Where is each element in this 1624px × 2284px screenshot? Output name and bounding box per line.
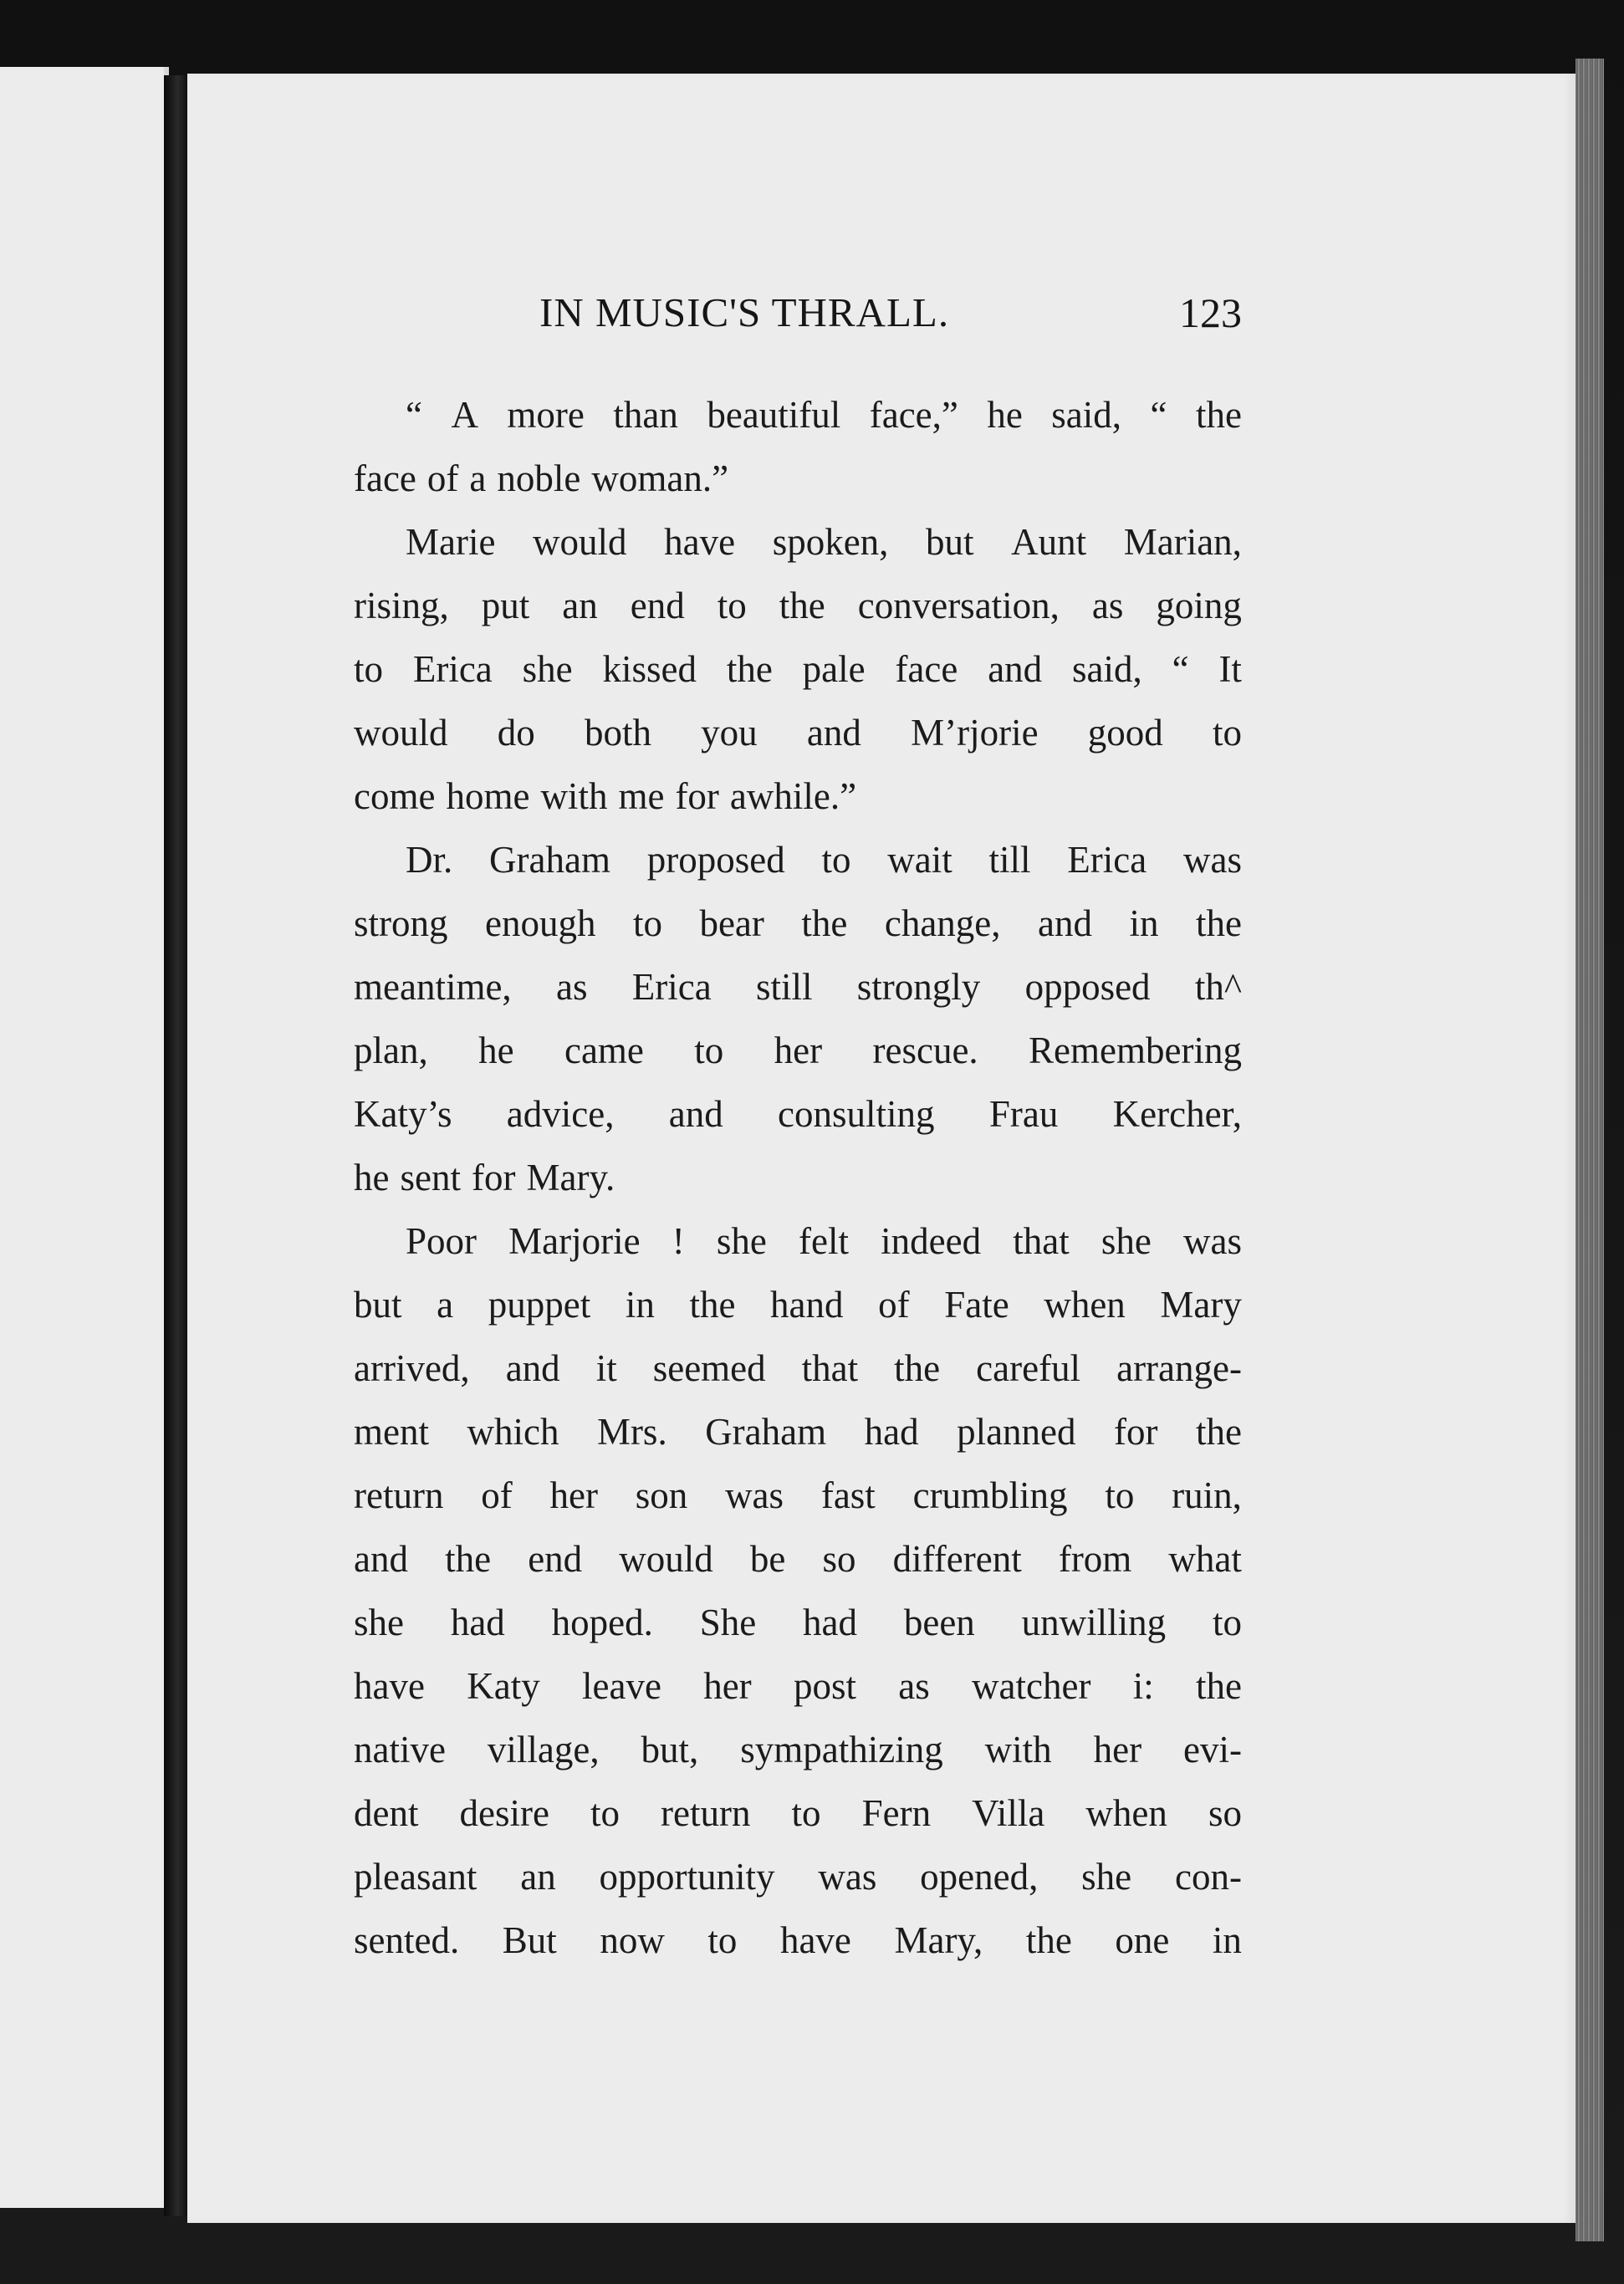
text-word: put xyxy=(481,585,530,626)
text-word: that xyxy=(801,1347,859,1389)
text-word: Kercher, xyxy=(1112,1093,1242,1135)
text-word: Fern xyxy=(861,1792,932,1834)
text-word: felt xyxy=(799,1220,849,1262)
text-word: and xyxy=(354,1538,408,1580)
text-word: was xyxy=(725,1474,784,1516)
running-head-title: IN MUSIC'S THRALL. xyxy=(539,289,950,335)
text-word: a xyxy=(469,457,487,499)
text-word: “ xyxy=(406,394,422,436)
text-word: awhile.” xyxy=(729,775,857,817)
text-word: both xyxy=(584,712,651,754)
text-word: But xyxy=(502,1919,557,1961)
text-word: would xyxy=(533,521,627,563)
text-word: so xyxy=(1208,1792,1242,1834)
text-word: it xyxy=(595,1347,617,1389)
text-word: in xyxy=(625,1284,655,1326)
text-word: rescue. xyxy=(872,1030,978,1071)
text-word: and xyxy=(988,648,1043,690)
text-line xyxy=(354,1019,1242,1082)
text-word: strongly xyxy=(856,966,981,1008)
text-word: to xyxy=(1212,712,1242,754)
text-line xyxy=(354,1273,1242,1336)
text-word: indeed xyxy=(881,1220,982,1262)
text-word: unwilling xyxy=(1021,1602,1167,1643)
text-word: woman.” xyxy=(591,457,729,499)
text-word: Villa xyxy=(972,1792,1045,1834)
text-line xyxy=(354,1781,1242,1845)
text-word: A xyxy=(451,394,478,436)
text-word: evi- xyxy=(1183,1729,1242,1770)
text-word: Poor xyxy=(406,1220,477,1262)
text-word: to xyxy=(354,648,384,690)
text-word: enough xyxy=(484,902,596,944)
text-word: rising, xyxy=(354,585,449,626)
text-word: and xyxy=(1038,902,1092,944)
text-word: she xyxy=(1081,1856,1132,1898)
text-word: been xyxy=(903,1602,975,1643)
text-word: was xyxy=(1182,1220,1242,1262)
text-word: the xyxy=(689,1284,736,1326)
text-word: as xyxy=(898,1665,930,1707)
text-word: and xyxy=(668,1093,723,1135)
text-word: sented. xyxy=(354,1919,460,1961)
text-word: “ xyxy=(1172,648,1189,690)
text-word: pleasant xyxy=(354,1856,477,1898)
text-word: Graham xyxy=(489,839,610,881)
text-word: home xyxy=(446,775,530,817)
text-word: she xyxy=(716,1220,767,1262)
text-word: watcher xyxy=(972,1665,1091,1707)
text-word: an xyxy=(520,1856,556,1898)
text-word: be xyxy=(749,1538,786,1580)
text-word: desire xyxy=(459,1792,549,1834)
text-word: had xyxy=(803,1602,858,1643)
text-word: came xyxy=(564,1030,644,1071)
text-word: Katy xyxy=(467,1665,540,1707)
text-line xyxy=(354,1845,1242,1908)
text-word: as xyxy=(1091,585,1124,626)
text-word: face xyxy=(895,648,958,690)
text-line xyxy=(354,1464,1242,1527)
text-word: spoken, xyxy=(772,521,889,563)
text-word: have xyxy=(779,1919,851,1961)
text-word: opposed xyxy=(1024,966,1151,1008)
text-word: arrived, xyxy=(354,1347,470,1389)
text-word: he xyxy=(354,1157,390,1198)
text-word: change, xyxy=(884,902,1001,944)
text-word: Mary, xyxy=(894,1919,983,1961)
text-word: opened, xyxy=(920,1856,1039,1898)
text-word: from xyxy=(1058,1538,1132,1580)
text-word: to xyxy=(821,839,851,881)
text-word: kissed xyxy=(602,648,697,690)
text-word: for xyxy=(675,775,719,817)
text-word: of xyxy=(878,1284,910,1326)
text-word: was xyxy=(1182,839,1242,881)
text-line xyxy=(354,383,1242,447)
text-word: and xyxy=(505,1347,560,1389)
text-word: ment xyxy=(354,1411,429,1453)
text-word: would xyxy=(619,1538,713,1580)
text-word: ! xyxy=(672,1220,685,1262)
text-word: good xyxy=(1087,712,1163,754)
text-word: to xyxy=(707,1919,738,1961)
text-word: advice, xyxy=(506,1093,615,1135)
text-word: one xyxy=(1115,1919,1170,1961)
text-word: Frau xyxy=(988,1093,1059,1135)
text-word: with xyxy=(984,1729,1052,1770)
text-word: in xyxy=(1129,902,1159,944)
text-word: Katy’s xyxy=(354,1093,452,1135)
text-word: leave xyxy=(582,1665,661,1707)
text-word: for xyxy=(471,1157,516,1198)
text-word: face xyxy=(354,457,416,499)
text-word: her xyxy=(703,1665,752,1707)
text-word: end xyxy=(630,585,685,626)
text-line xyxy=(354,764,1242,828)
text-word: Marjorie xyxy=(508,1220,641,1262)
text-word: consulting xyxy=(778,1093,935,1135)
text-word: said, xyxy=(1072,648,1142,690)
text-word: It xyxy=(1218,648,1242,690)
text-line xyxy=(354,828,1242,892)
text-word: to xyxy=(632,902,662,944)
text-word: had xyxy=(450,1602,505,1643)
text-word: have xyxy=(664,521,736,563)
body-text xyxy=(354,383,1242,1972)
text-line xyxy=(354,574,1242,637)
text-word: strong xyxy=(354,902,448,944)
text-word: Dr. xyxy=(406,839,453,881)
text-word: wait xyxy=(887,839,952,881)
text-word: the xyxy=(1195,902,1242,944)
text-word: She xyxy=(699,1602,757,1643)
text-word: the xyxy=(1195,394,1242,436)
text-word: to xyxy=(791,1792,821,1834)
text-word: pale xyxy=(802,648,866,690)
text-word: going xyxy=(1156,585,1242,626)
text-word: native xyxy=(354,1729,446,1770)
page-stack-edge xyxy=(1575,59,1604,2241)
text-word: return xyxy=(661,1792,751,1834)
text-word: do xyxy=(497,712,535,754)
text-word: Aunt xyxy=(1011,521,1087,563)
text-line xyxy=(354,1718,1242,1781)
text-word: opportunity xyxy=(599,1856,775,1898)
text-line xyxy=(354,1527,1242,1591)
text-word: which xyxy=(467,1411,559,1453)
text-word: Graham xyxy=(705,1411,827,1453)
text-word: the xyxy=(726,648,773,690)
text-word: Mrs. xyxy=(596,1411,667,1453)
text-word: face,” xyxy=(869,394,958,436)
text-word: Marian, xyxy=(1123,521,1242,563)
text-word: return xyxy=(354,1474,444,1516)
text-line xyxy=(354,892,1242,955)
text-word: to xyxy=(590,1792,620,1834)
text-word: he xyxy=(478,1030,514,1071)
text-word: her xyxy=(549,1474,598,1516)
text-word: come xyxy=(354,775,436,817)
text-word: had xyxy=(864,1411,919,1453)
text-word: for xyxy=(1114,1411,1158,1453)
text-word: still xyxy=(755,966,813,1008)
text-word: i: xyxy=(1132,1665,1154,1707)
text-word: to xyxy=(717,585,747,626)
text-word: fast xyxy=(820,1474,876,1516)
text-word: of xyxy=(481,1474,513,1516)
text-word: but, xyxy=(641,1729,699,1770)
text-word: plan, xyxy=(354,1030,428,1071)
text-word: hoped. xyxy=(551,1602,653,1643)
text-line xyxy=(354,1654,1242,1718)
text-word: proposed xyxy=(646,839,785,881)
text-word: conversation, xyxy=(857,585,1060,626)
text-word: of xyxy=(426,457,459,499)
text-word: the xyxy=(1195,1411,1242,1453)
text-word: the xyxy=(445,1538,492,1580)
text-word: more xyxy=(507,394,585,436)
text-word: th^ xyxy=(1194,966,1242,1008)
text-word: she xyxy=(1101,1220,1152,1262)
text-word: said, xyxy=(1051,394,1122,436)
text-word: when xyxy=(1044,1284,1126,1326)
text-word: con- xyxy=(1174,1856,1242,1898)
text-word: the xyxy=(779,585,825,626)
text-word: would xyxy=(354,712,448,754)
running-head xyxy=(351,289,1242,355)
text-word: with xyxy=(540,775,608,817)
text-word: beautiful xyxy=(707,394,841,436)
text-word: but xyxy=(354,1284,402,1326)
text-word: bear xyxy=(699,902,764,944)
text-word: Marie xyxy=(406,521,496,563)
text-line xyxy=(354,1400,1242,1464)
text-word: sympathizing xyxy=(740,1729,943,1770)
text-line xyxy=(354,955,1242,1019)
book-gutter xyxy=(164,75,187,2216)
text-word: puppet xyxy=(488,1284,591,1326)
text-word: Erica xyxy=(631,966,712,1008)
text-word: sent xyxy=(400,1157,461,1198)
text-word: end xyxy=(528,1538,583,1580)
text-word: M’rjorie xyxy=(911,712,1039,754)
text-word: the xyxy=(894,1347,941,1389)
text-word: planned xyxy=(957,1411,1076,1453)
text-word: arrange- xyxy=(1116,1347,1242,1389)
text-word: son xyxy=(635,1474,688,1516)
text-word: to xyxy=(694,1030,724,1071)
text-line xyxy=(354,1082,1242,1146)
text-word: till xyxy=(988,839,1031,881)
text-word: what xyxy=(1168,1538,1242,1580)
text-word: Fate xyxy=(944,1284,1009,1326)
text-line xyxy=(354,1209,1242,1273)
text-word: Erica xyxy=(412,648,493,690)
text-word: an xyxy=(562,585,598,626)
text-word: have xyxy=(354,1665,425,1707)
text-word: and xyxy=(806,712,861,754)
text-word: a xyxy=(437,1284,454,1326)
text-word: Remembering xyxy=(1029,1030,1242,1071)
facing-page-edge xyxy=(0,67,169,2208)
text-word: Mary xyxy=(1160,1284,1242,1326)
text-word: the xyxy=(1196,1665,1242,1707)
text-word: as xyxy=(555,966,588,1008)
text-word: when xyxy=(1085,1792,1167,1834)
text-word: careful xyxy=(976,1347,1081,1389)
text-word: ruin, xyxy=(1172,1474,1242,1516)
text-word: the xyxy=(801,902,848,944)
text-word: Mary. xyxy=(526,1157,615,1198)
text-line xyxy=(354,1908,1242,1972)
text-line xyxy=(354,447,1242,510)
text-word: the xyxy=(1025,1919,1072,1961)
text-line xyxy=(354,1591,1242,1654)
text-word: now xyxy=(600,1919,665,1961)
text-word: post xyxy=(793,1665,856,1707)
text-line xyxy=(354,701,1242,764)
text-word: Erica xyxy=(1067,839,1147,881)
page-number: 123 xyxy=(1179,289,1242,336)
text-line xyxy=(354,1336,1242,1400)
text-word: her xyxy=(1093,1729,1142,1770)
text-word: noble xyxy=(497,457,581,499)
text-word: meantime, xyxy=(354,966,512,1008)
text-word: you xyxy=(701,712,758,754)
text-word: but xyxy=(926,521,974,563)
text-word: so xyxy=(822,1538,856,1580)
text-word: her xyxy=(774,1030,823,1071)
text-word: dent xyxy=(354,1792,419,1834)
text-word: to xyxy=(1105,1474,1135,1516)
text-word: different xyxy=(892,1538,1022,1580)
text-word: hand xyxy=(770,1284,844,1326)
text-word: she xyxy=(522,648,573,690)
text-word: village, xyxy=(487,1729,600,1770)
text-word: in xyxy=(1212,1919,1242,1961)
text-word: that xyxy=(1013,1220,1070,1262)
text-line xyxy=(354,1146,1242,1209)
text-word: she xyxy=(354,1602,404,1643)
text-word: than xyxy=(613,394,678,436)
text-word: seemed xyxy=(652,1347,766,1389)
text-word: “ xyxy=(1150,394,1167,436)
text-word: crumbling xyxy=(912,1474,1068,1516)
text-line xyxy=(354,637,1242,701)
text-line xyxy=(354,510,1242,574)
text-word: he xyxy=(987,394,1023,436)
text-word: me xyxy=(618,775,665,817)
text-word: to xyxy=(1212,1602,1242,1643)
text-word: was xyxy=(818,1856,877,1898)
